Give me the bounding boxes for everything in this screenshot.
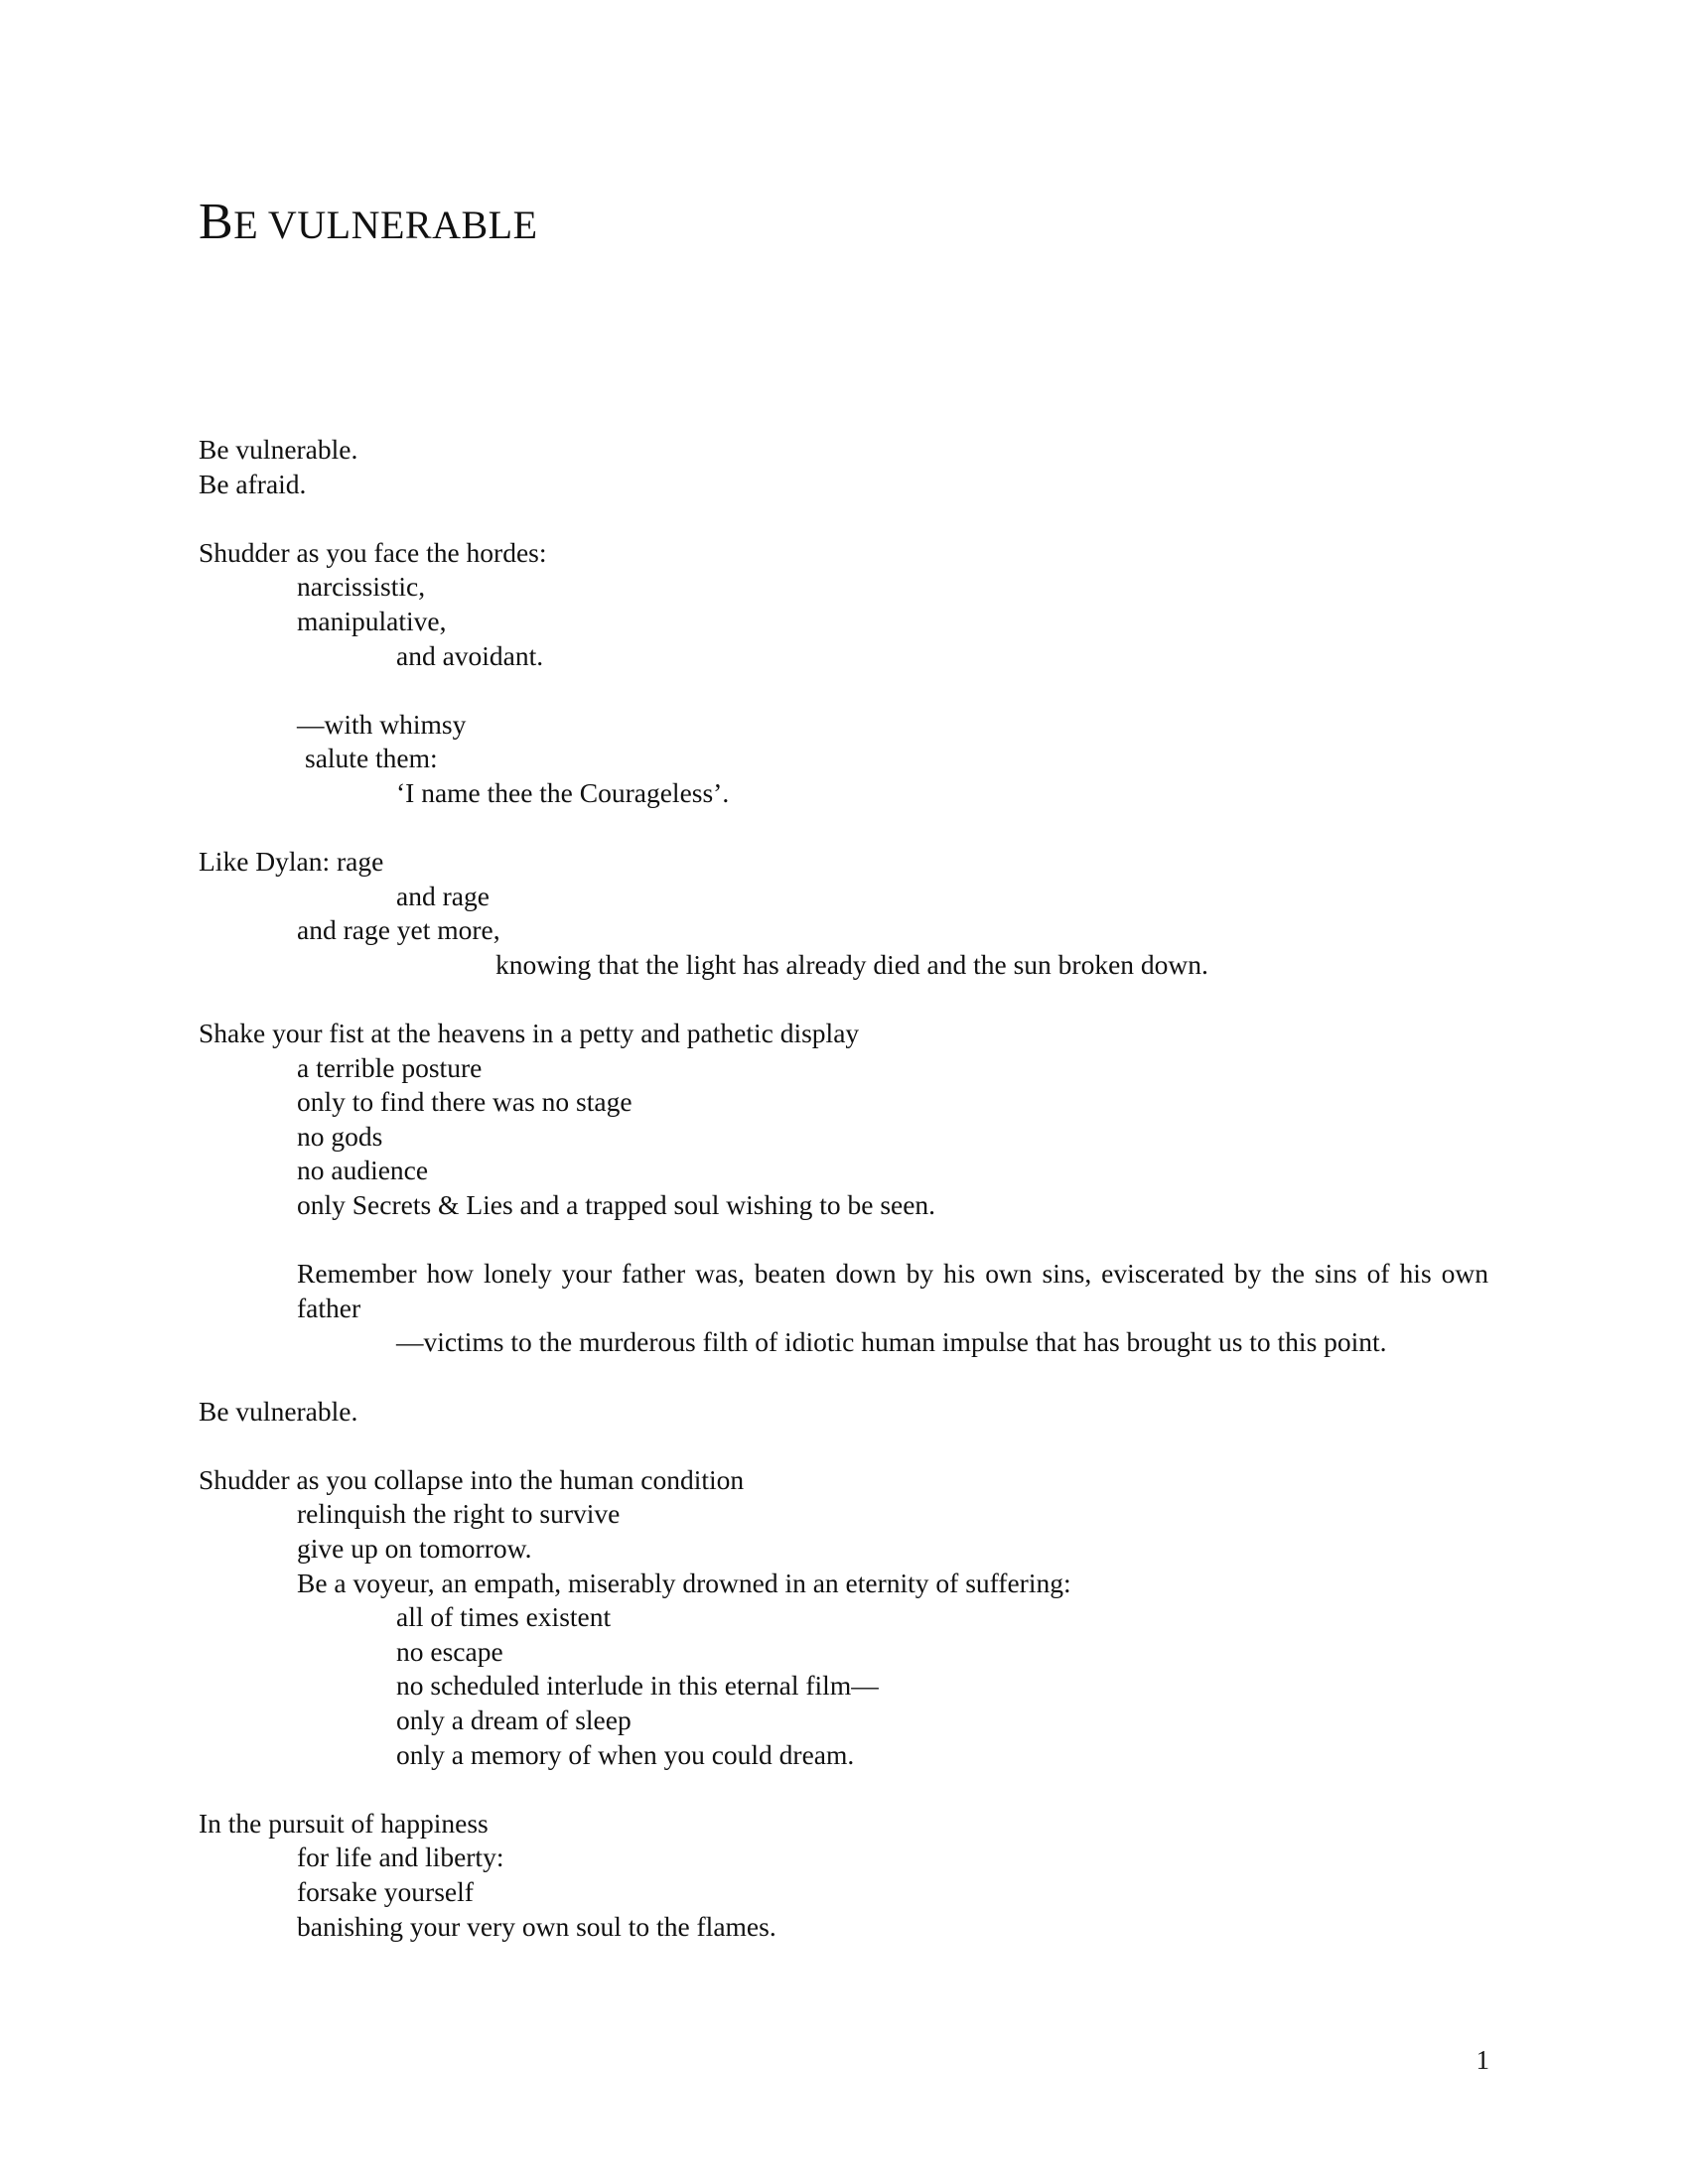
title-rest: E VULNERABLE [233, 203, 538, 247]
poem-line: only a memory of when you could dream. [396, 1738, 855, 1770]
poem-line: —with whimsy [297, 708, 467, 740]
poem-line: Be a voyeur, an empath, miserably drowned in an eternity of suffering: [297, 1567, 1071, 1598]
poem-title [199, 194, 538, 250]
stanza-break [199, 673, 1489, 708]
poem-line: and rage yet more, [297, 914, 500, 946]
poem-line: a terrible posture [297, 1051, 483, 1083]
stanza-break [199, 811, 1489, 846]
poem-line: Like Dylan: rage [199, 846, 384, 878]
poem-line: knowing that the light has already died and the sun broken down. [495, 948, 1208, 980]
poem-line: no audience [297, 1155, 429, 1186]
poem-line: no scheduled interlude in this eternal film— [396, 1670, 879, 1702]
poem-line: only Secrets & Lies and a trapped soul wishing to be seen. [297, 1189, 936, 1221]
stanza-break [199, 1223, 1489, 1258]
poem-line: In the pursuit of happiness [199, 1807, 489, 1839]
poem-line: Be vulnerable. [199, 1395, 358, 1427]
poem-line: Shudder as you face the hordes: [199, 536, 547, 568]
stanza-break [199, 1429, 1489, 1463]
poem-line: no gods [297, 1120, 383, 1152]
poem-line: for life and liberty: [297, 1842, 504, 1873]
stanza-break [199, 501, 1489, 536]
poem-line: no escape [396, 1635, 503, 1667]
poem-line: only to find there was no stage [297, 1086, 633, 1118]
poem-line: only a dream of sleep [396, 1704, 632, 1735]
poem-line: Be vulnerable. [199, 434, 358, 465]
poem-line: —victims to the murderous filth of idiotic human impulse that has brought us to this point. [396, 1326, 1387, 1358]
poem-line: forsake yourself [297, 1875, 474, 1907]
stanza-break [199, 1360, 1489, 1395]
poem-line: Be afraid. [199, 468, 307, 499]
poem-line: narcissistic, [297, 571, 426, 603]
poem-line: and avoidant. [396, 639, 544, 671]
poem-line: Shake your fist at the heavens in a petty and pathetic display [199, 1018, 860, 1049]
poem-line: banishing your very own soul to the flames. [297, 1910, 776, 1942]
title-initial: B [199, 194, 234, 250]
poem-line: Shudder as you collapse into the human condition [199, 1463, 745, 1495]
poem-line: and rage [396, 880, 490, 911]
poem-line: relinquish the right to survive [297, 1498, 621, 1530]
poem-line: salute them: [305, 743, 438, 774]
poem-line: manipulative, [297, 605, 447, 636]
poem-body [199, 433, 1489, 1944]
poem-line: give up on tomorrow. [297, 1533, 532, 1564]
stanza-break [199, 1772, 1489, 1807]
poem-line: ‘I name thee the Courageless’. [396, 776, 730, 808]
stanza-break [199, 983, 1489, 1018]
poem-line: all of times existent [396, 1601, 612, 1633]
poem-line: Remember how lonely your father was, beaten down by his own sins, eviscerated by the sins of his own father [297, 1258, 1488, 1323]
page-number: 1 [1476, 2045, 1489, 2075]
